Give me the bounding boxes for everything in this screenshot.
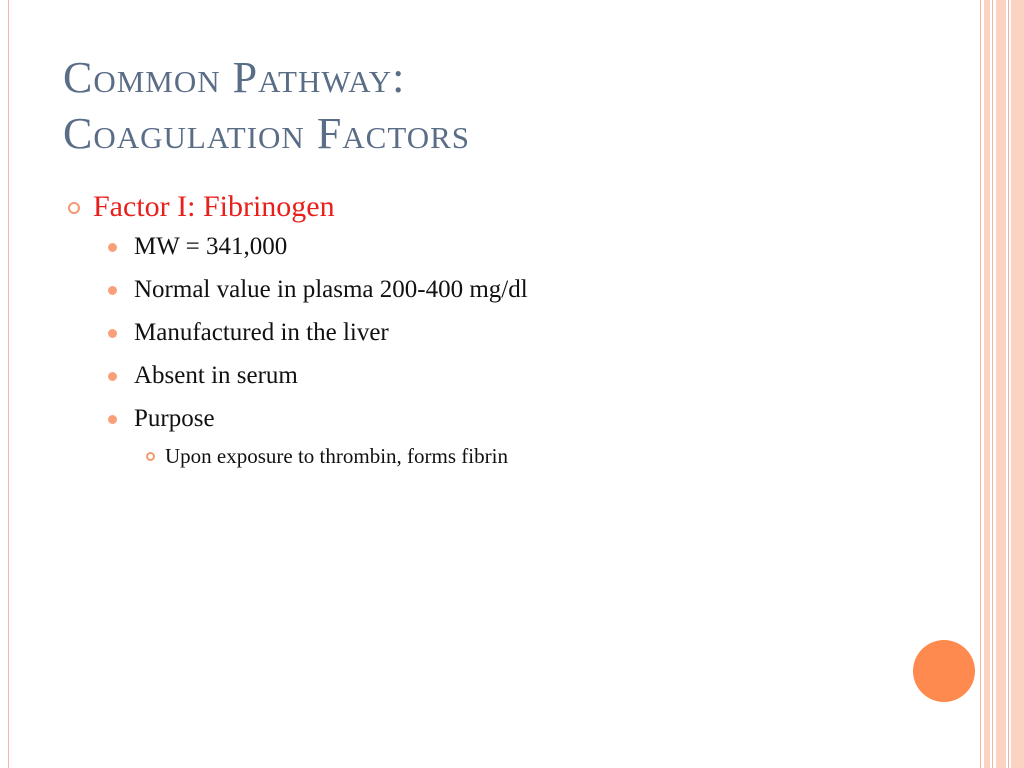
slide-title-line-2: Coagulation Factors: [63, 109, 471, 158]
small-ring-bullet-icon: [146, 452, 155, 461]
bullet-level-2: [68, 404, 948, 434]
bullet-text: MW = 341,000: [134, 233, 288, 260]
right-decor-stripe: [980, 0, 981, 768]
ring-bullet-icon: [68, 202, 80, 214]
bullet-text: Manufactured in the liver: [134, 319, 389, 346]
bullet-text: Factor I: Fibrinogen: [93, 190, 335, 223]
bullet-level-2: [68, 318, 948, 348]
dot-bullet-icon: [108, 329, 117, 338]
bullet-level-2: [68, 361, 948, 391]
right-decor-stripe: [992, 0, 993, 768]
bullet-level-3: [68, 443, 948, 469]
bullet-level-1: [68, 188, 948, 226]
left-border-line: [8, 0, 9, 768]
right-decor-stripe: [996, 0, 1006, 768]
bullet-text: Absent in serum: [134, 362, 298, 389]
right-decor-stripe: [984, 0, 990, 768]
bullet-text: Normal value in plasma 200-400 mg/dl: [134, 276, 528, 303]
slide-title-line-1: Common Pathway:: [63, 53, 406, 102]
slide-title: [63, 50, 470, 162]
bullet-level-2: [68, 232, 948, 262]
right-decor-stripe: [1011, 0, 1024, 768]
dot-bullet-icon: [108, 372, 117, 381]
bullet-text: Purpose: [134, 405, 215, 432]
dot-bullet-icon: [108, 286, 117, 295]
accent-circle: [913, 640, 975, 702]
dot-bullet-icon: [108, 415, 117, 424]
bullet-text: Upon exposure to thrombin, forms fibrin: [165, 444, 508, 468]
bullet-level-2: [68, 275, 948, 305]
right-decor-stripe: [1008, 0, 1009, 768]
dot-bullet-icon: [108, 243, 117, 252]
slide-body: [68, 188, 948, 469]
